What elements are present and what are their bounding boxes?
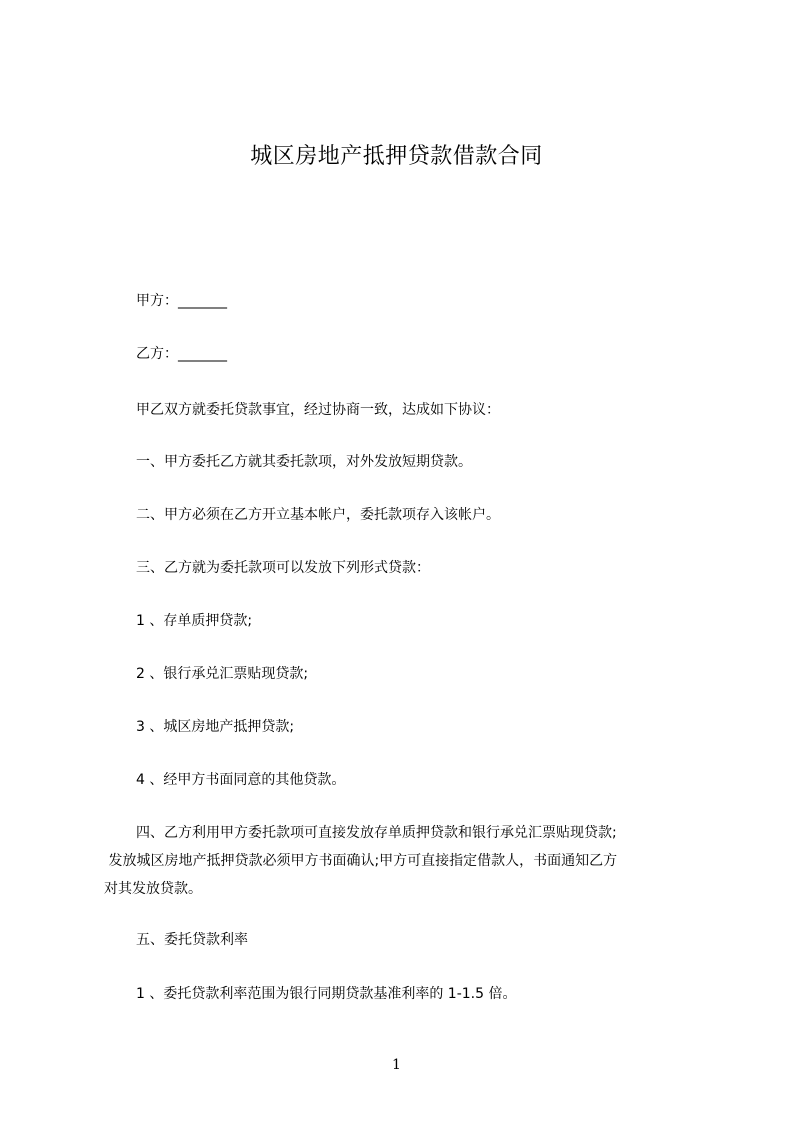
clause-2: 二、甲方必须在乙方开立基本帐户，委托款项存入该帐户。 — [136, 507, 500, 523]
clause-3-item: 4 、经甲方书面同意的其他贷款。 — [136, 772, 346, 788]
clause-3-item: 3 、城区房地产抵押贷款; — [136, 719, 295, 735]
clause-3: 三、乙方就为委托款项可以发放下列形式贷款： — [136, 560, 430, 576]
page-number: 1 — [392, 1057, 401, 1073]
clause-4-line: 发放城区房地产抵押贷款必须甲方书面确认;甲方可直接指定借款人，书面通知乙方 — [104, 853, 618, 869]
party-b-line: 乙方：_______ — [136, 346, 227, 362]
clause-3-item: 2 、银行承兑汇票贴现贷款; — [136, 666, 309, 682]
clause-4-line: 对其发放贷款。 — [104, 881, 202, 897]
clause-3-item: 1 、存单质押贷款; — [136, 613, 253, 629]
clause-5-heading: 五、委托贷款利率 — [136, 932, 248, 948]
clause-5-item: 1 、委托贷款利率范围为银行同期贷款基准利率的 1-1.5 倍。 — [136, 986, 517, 1002]
clause-1: 一、甲方委托乙方就其委托款项，对外发放短期贷款。 — [136, 454, 472, 470]
party-a-line: 甲方：_______ — [136, 293, 227, 309]
document-title: 城区房地产抵押贷款借款合同 — [250, 144, 543, 169]
clause-4-line: 四、乙方利用甲方委托款项可直接发放存单质押贷款和银行承兑汇票贴现贷款; — [136, 825, 617, 841]
clause-4-paragraph — [104, 819, 704, 903]
intro-text: 甲乙双方就委托贷款事宜，经过协商一致，达成如下协议： — [136, 402, 500, 418]
